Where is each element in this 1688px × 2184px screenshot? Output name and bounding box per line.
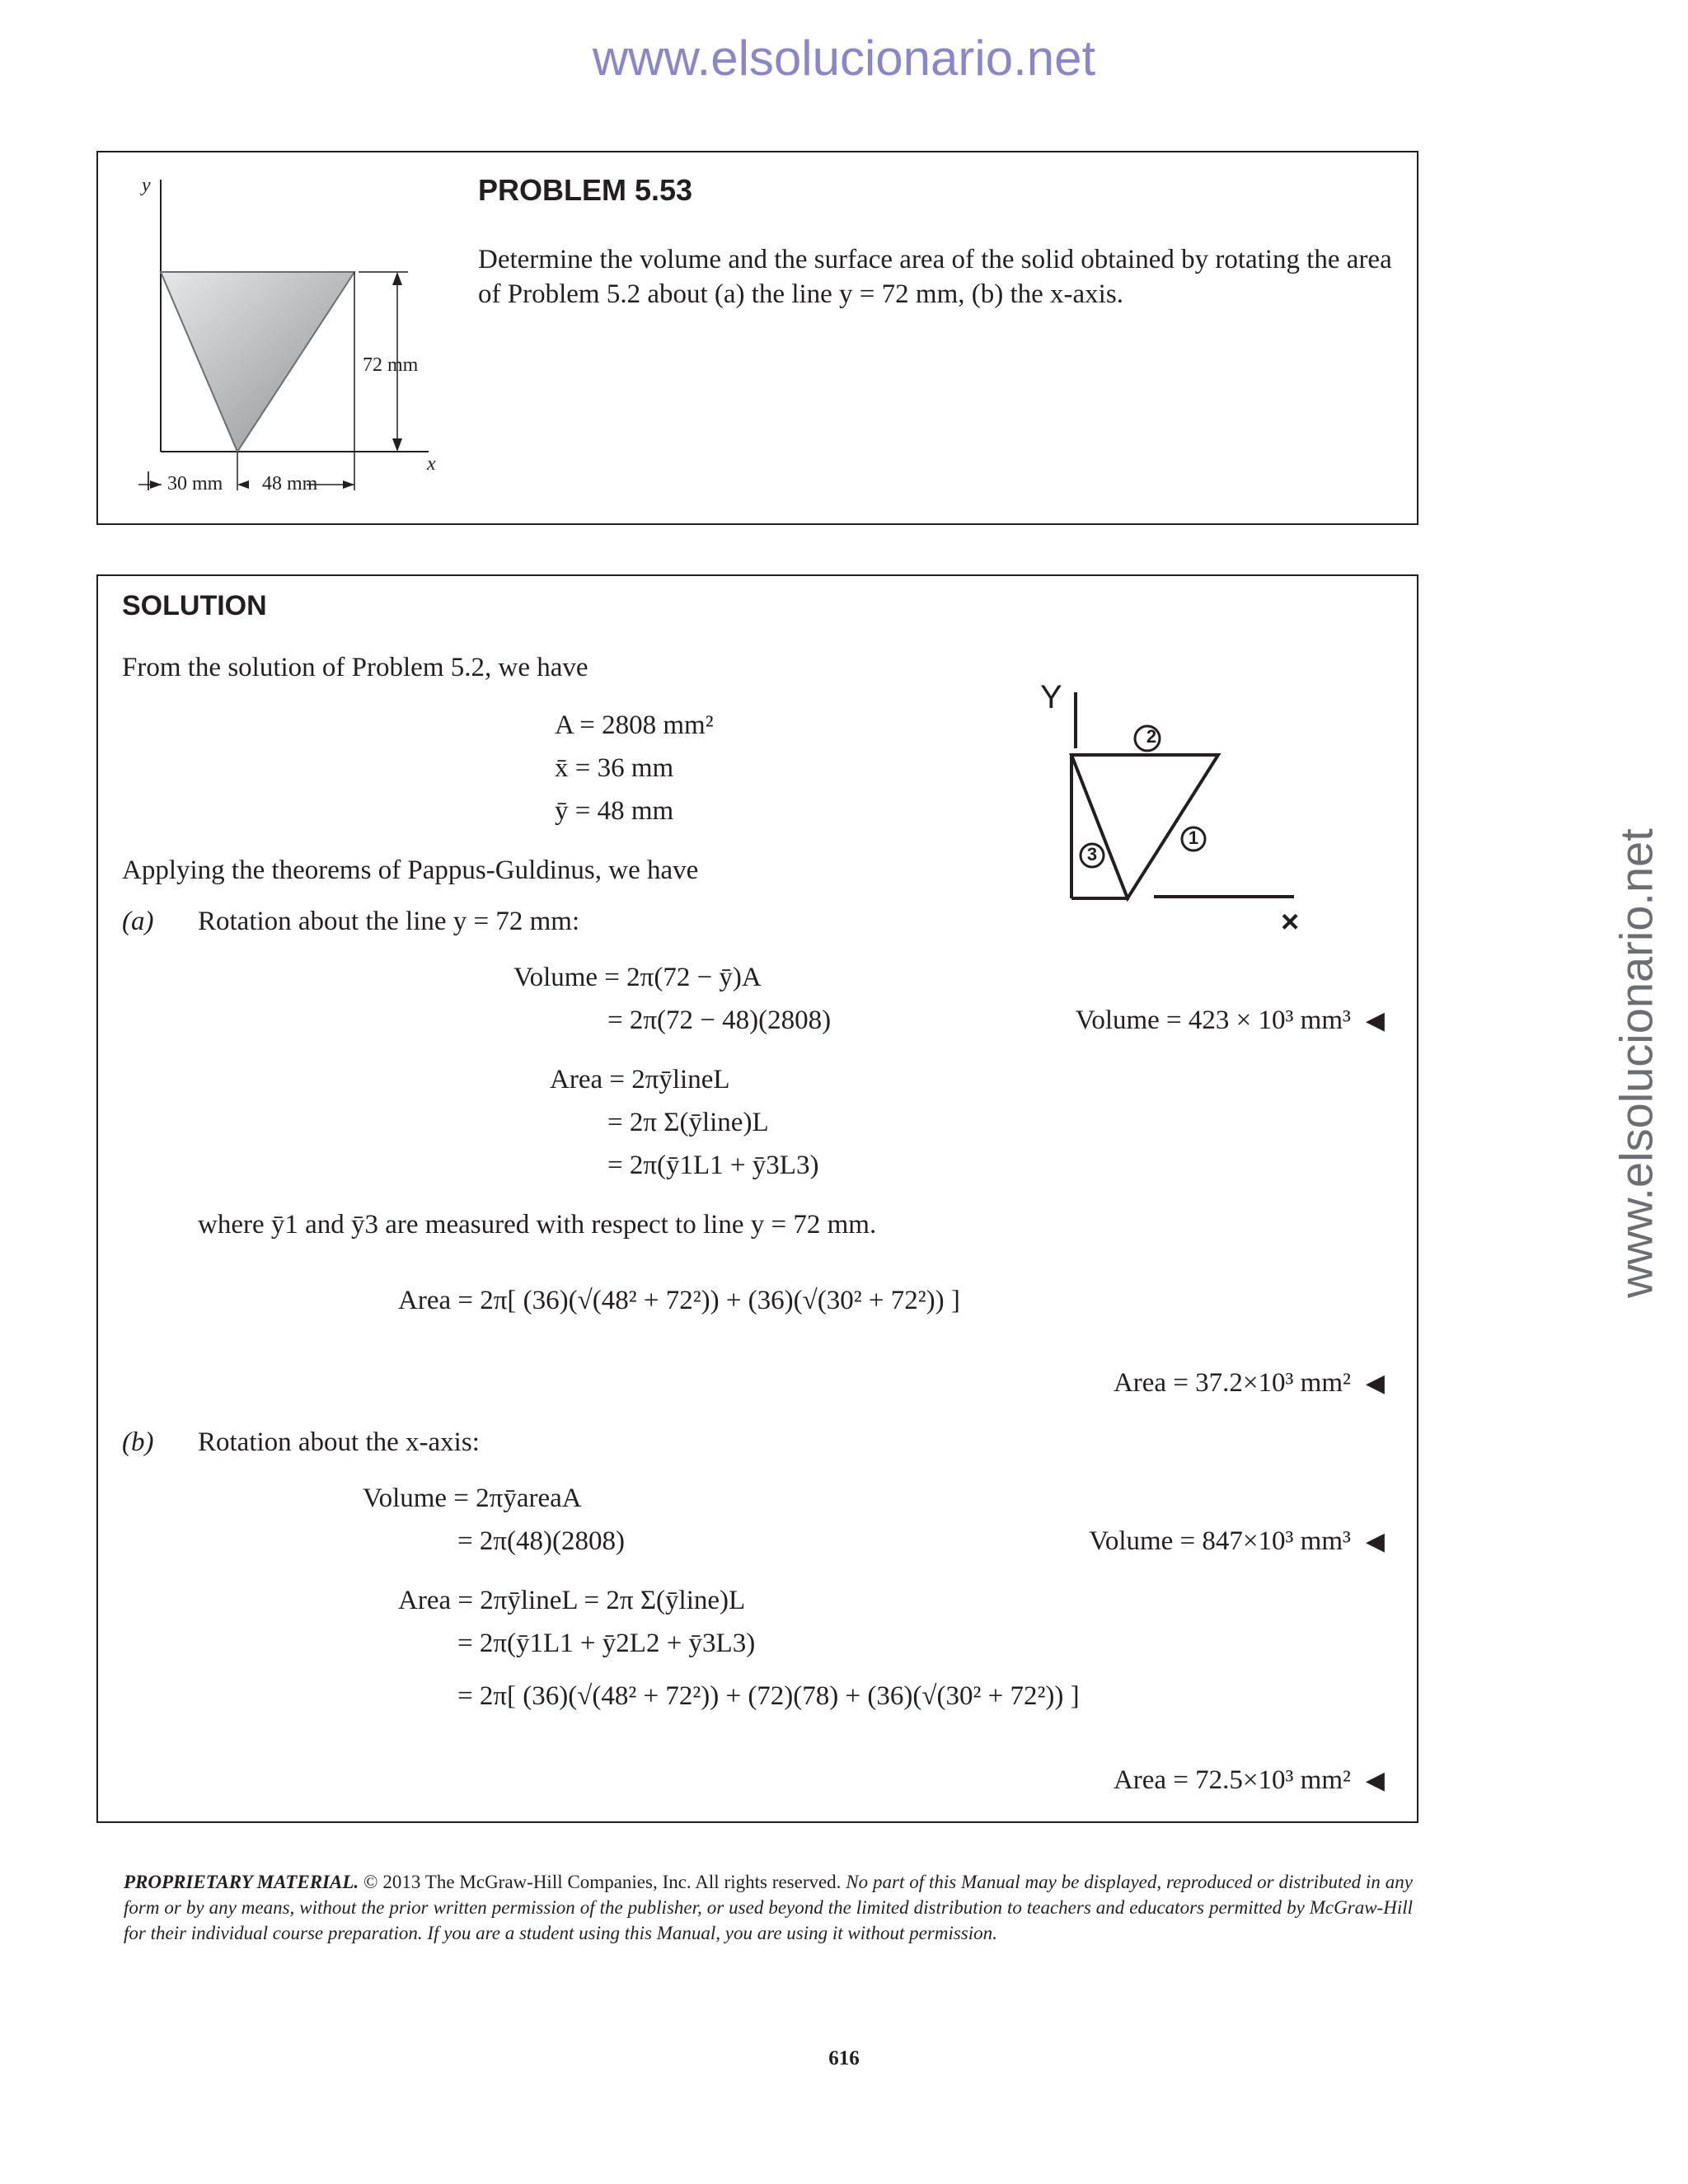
given-area: A = 2808 mm² [555, 710, 714, 740]
a-volume-answer [907, 1005, 1385, 1036]
a-where-text: where ȳ1 and ȳ3 are measured with respect to line y = 72 mm. [198, 1210, 877, 1240]
sketch-x-label: × [1281, 905, 1300, 940]
figure-y-label: y [142, 175, 151, 196]
a-area-line-3: = 2π(ȳ1L1 + ȳ3L3) [607, 1151, 819, 1180]
b-area-line-1: Area = 2πȳlineL = 2π Σ(ȳline)L [398, 1586, 746, 1615]
b-volume-line-2: = 2π(48)(2808) [457, 1526, 625, 1556]
given-xbar: x̄ = 36 mm [555, 753, 674, 783]
footer-lead: PROPRIETARY MATERIAL. [124, 1872, 359, 1892]
figure-dim-height: 72 mm [363, 354, 419, 376]
pappus-text: Applying the theorems of Pappus-Guldinus, we have [122, 855, 699, 885]
b-area-answer [907, 1765, 1385, 1796]
b-volume-answer-text: Volume = 847×10³ mm³ [1089, 1526, 1351, 1556]
figure-x-label: x [427, 453, 436, 475]
figure-triangle [161, 272, 354, 452]
part-b-label: (b) [122, 1427, 154, 1457]
a-area-line-4: Area = 2π[ (36)(√(48² + 72²)) + (36)(√(30² + 72²)) ] [398, 1286, 960, 1315]
solution-title: SOLUTION [122, 590, 267, 621]
solution-sketch [1022, 676, 1335, 940]
a-area-line-1: Area = 2πȳlineL [550, 1065, 730, 1094]
figure-dim-left: 30 mm [167, 473, 223, 494]
b-volume-answer [907, 1526, 1385, 1557]
answer-marker-icon: ◀ [1365, 1370, 1385, 1397]
sketch-y-label: Y [1040, 679, 1062, 715]
part-b-text: Rotation about the x-axis: [198, 1427, 480, 1457]
part-a-label: (a) [122, 907, 154, 936]
answer-marker-icon: ◀ [1365, 1767, 1385, 1794]
answer-marker-icon: ◀ [1365, 1528, 1385, 1555]
watermark-top: www.elsolucionario.net [592, 30, 1096, 86]
sketch-marker-2: 2 [1146, 726, 1157, 747]
b-area-answer-text: Area = 72.5×10³ mm² [1113, 1765, 1351, 1795]
watermark-side: www.elsolucionario.net [1610, 828, 1662, 1298]
b-volume-line-1: Volume = 2πȳareaA [363, 1483, 582, 1513]
a-volume-answer-text: Volume = 423 × 10³ mm³ [1075, 1005, 1351, 1035]
problem-title: PROBLEM 5.53 [478, 173, 693, 207]
page-number: 616 [828, 2047, 860, 2069]
a-volume-line-1: Volume = 2π(72 − ȳ)A [513, 963, 762, 992]
footer-notice: No part of this Manual may be displayed, reproduced or distributed in any form or by any means, without the prior written permission of the publisher, or used beyond the limited distribution to teachers and educators permitted by McGraw-Hill for their individual course preparation. If you are a student using this Manual, you are using it without permission. [124, 1872, 1413, 1943]
a-area-answer [907, 1368, 1385, 1399]
footer-rights: © 2013 The McGraw-Hill Companies, Inc. All rights reserved. [359, 1872, 842, 1892]
a-volume-line-2: = 2π(72 − 48)(2808) [607, 1005, 832, 1035]
problem-statement: Determine the volume and the surface area of the solid obtained by rotating the area of Problem 5.2 about (a) the line y = 72 mm, (b) the x-axis. [478, 245, 1392, 309]
sketch-marker-3: 3 [1086, 844, 1098, 865]
b-area-line-3: = 2π[ (36)(√(48² + 72²)) + (72)(78) + (36)(√(30² + 72²)) ] [457, 1681, 1080, 1711]
sketch-marker-1: 1 [1188, 827, 1199, 848]
answer-marker-icon: ◀ [1365, 1007, 1385, 1034]
given-ybar: ȳ = 48 mm [555, 796, 674, 826]
solution-intro: From the solution of Problem 5.2, we have [122, 653, 588, 682]
a-area-line-2: = 2π Σ(ȳline)L [607, 1108, 769, 1137]
b-area-line-2: = 2π(ȳ1L1 + ȳ2L2 + ȳ3L3) [457, 1629, 756, 1658]
part-a-text: Rotation about the line y = 72 mm: [198, 907, 580, 936]
a-area-answer-text: Area = 37.2×10³ mm² [1113, 1368, 1351, 1398]
figure-dim-right: 48 mm [262, 473, 318, 494]
problem-figure [124, 165, 453, 503]
copyright-footer [124, 1869, 1413, 1946]
